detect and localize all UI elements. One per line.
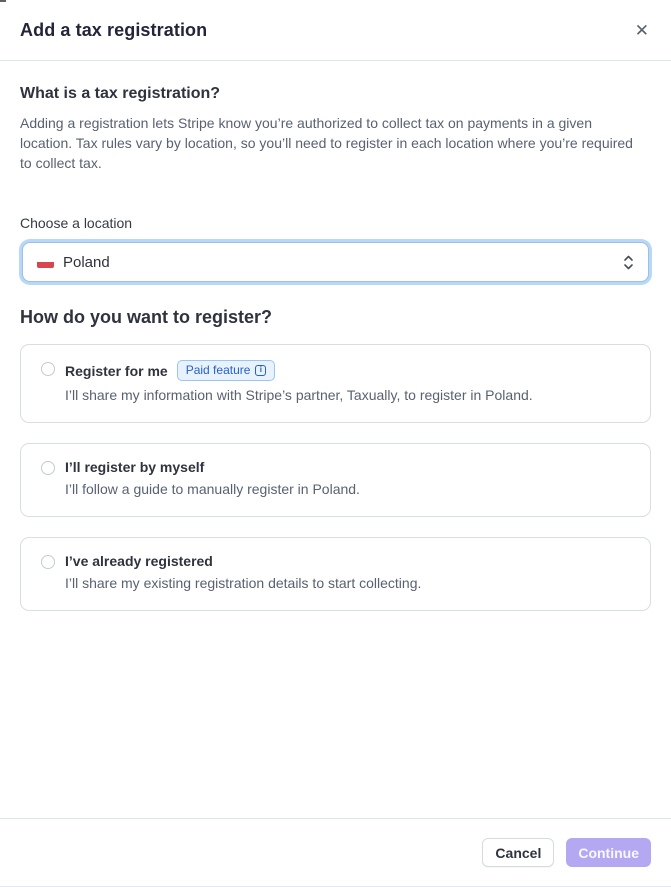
option-content bbox=[65, 459, 360, 499]
location-label: Choose a location bbox=[20, 215, 133, 231]
register-for-me-radio[interactable] bbox=[41, 362, 55, 376]
option-card-already-registered[interactable] bbox=[20, 537, 651, 611]
cancel-button[interactable]: Cancel bbox=[482, 838, 554, 867]
location-selected-value: Poland bbox=[63, 253, 110, 271]
modal-title: Add a tax registration bbox=[20, 19, 208, 40]
continue-button[interactable]: Continue bbox=[566, 838, 651, 867]
modal-header bbox=[0, 0, 671, 61]
screen-corner-artifact bbox=[0, 0, 6, 2]
option-title: Register for me bbox=[65, 362, 168, 379]
info-icon: i bbox=[255, 365, 266, 376]
intro-heading: What is a tax registration? bbox=[20, 85, 221, 102]
option-description: I’ll share my information with Stripe’s partner, Taxually, to register in Poland. bbox=[65, 387, 533, 403]
location-select[interactable] bbox=[22, 242, 649, 282]
register-heading: How do you want to register? bbox=[20, 307, 273, 327]
paid-feature-badge bbox=[177, 360, 276, 381]
option-title: I’ve already registered bbox=[65, 553, 213, 569]
option-content bbox=[65, 360, 533, 405]
register-myself-radio[interactable] bbox=[41, 461, 55, 475]
paid-feature-badge-label: Paid feature bbox=[185, 363, 251, 377]
select-updown-chevron-icon bbox=[623, 254, 634, 271]
option-description: I’ll share my existing registration details to start collecting. bbox=[65, 575, 422, 591]
poland-flag-icon bbox=[37, 256, 54, 268]
option-content bbox=[65, 553, 421, 593]
option-title: I’ll register by myself bbox=[65, 459, 205, 475]
intro-paragraph: Adding a registration lets Stripe know you’re authorized to collect tax on payments in a given location. Tax rules vary by location, so you’ll need to register in each location where you’re required to collect tax. bbox=[20, 115, 633, 171]
modal-body bbox=[0, 61, 671, 818]
option-card-register-myself[interactable] bbox=[20, 443, 651, 517]
option-card-register-for-me[interactable] bbox=[20, 344, 651, 423]
modal-footer bbox=[0, 818, 671, 886]
option-description: I’ll follow a guide to manually register in Poland. bbox=[65, 481, 360, 497]
already-registered-radio[interactable] bbox=[41, 555, 55, 569]
close-icon[interactable]: ✕ bbox=[631, 18, 653, 43]
